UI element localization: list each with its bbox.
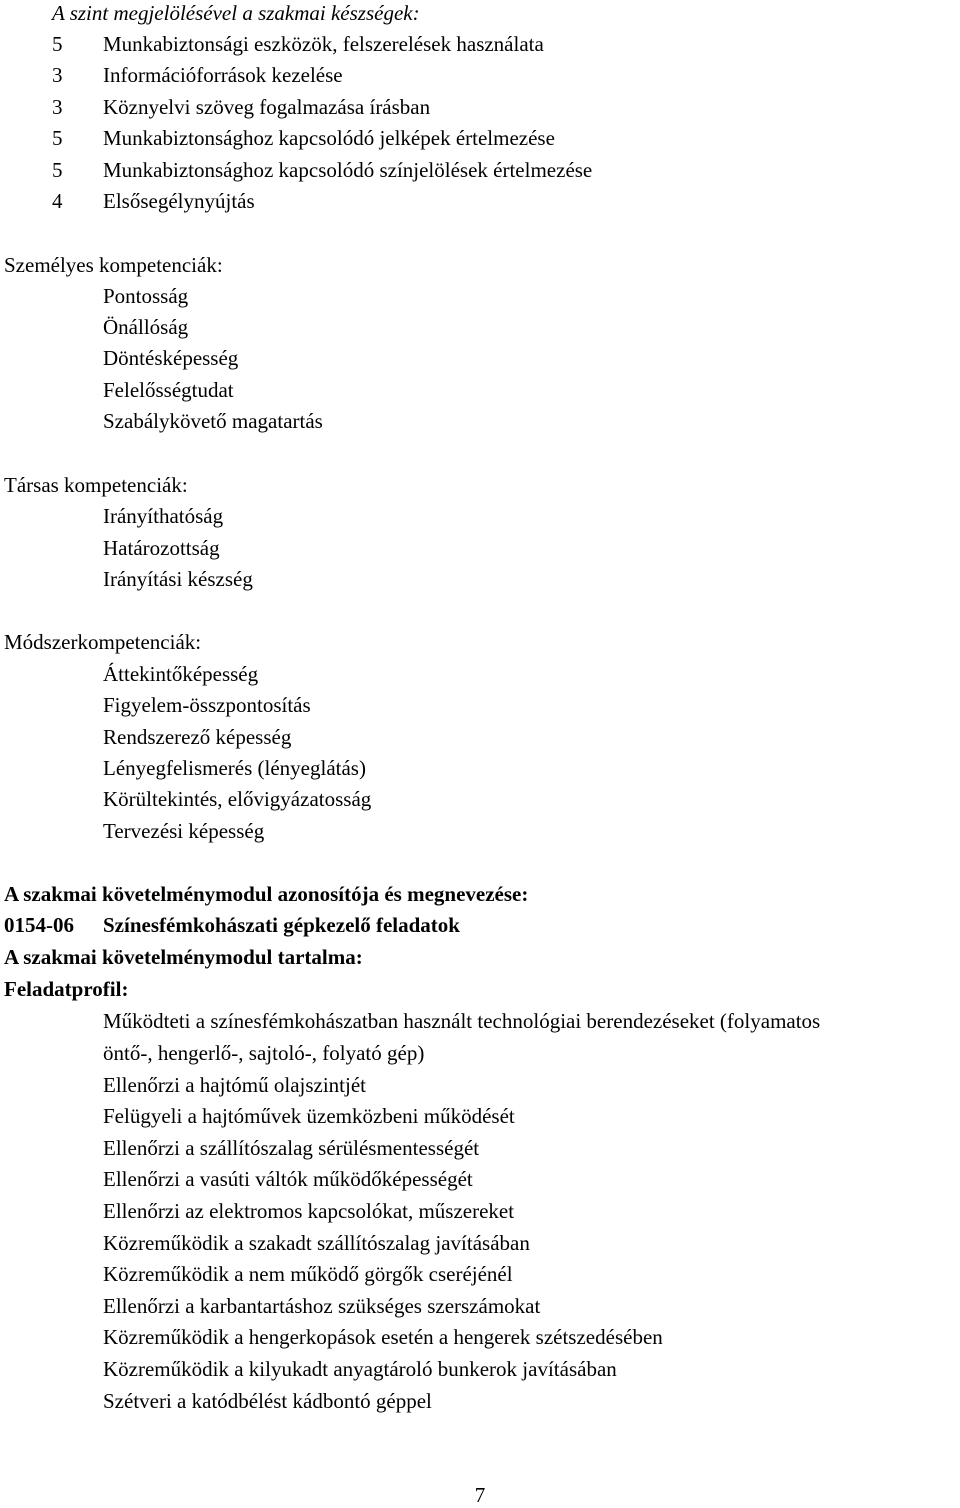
task-item: Felügyeli a hajtóművek üzemközbeni működését: [103, 1104, 515, 1128]
task-item: öntő-, hengerlő-, sajtoló-, folyató gép): [103, 1041, 425, 1065]
method-competencies-heading: Módszerkompetenciák:: [4, 630, 202, 654]
module-code: 0154-06: [4, 913, 74, 937]
competency-item: Határozottság: [103, 536, 220, 560]
task-item: Ellenőrzi az elektromos kapcsolókat, műszereket: [103, 1199, 515, 1223]
skill-text: Információforrások kezelése: [103, 63, 343, 87]
competency-item: Irányíthatóság: [103, 504, 224, 528]
competency-item: Lényegfelismerés (lényeglátás): [103, 756, 366, 780]
task-item: Közreműködik a hengerkopások esetén a hengerek szétszedésében: [103, 1325, 663, 1349]
competency-item: Irányítási készség: [103, 567, 253, 591]
skill-text: Köznyelvi szöveg fogalmazása írásban: [103, 95, 431, 119]
competency-item: Pontosság: [103, 284, 189, 308]
task-item: Ellenőrzi a hajtómű olajszintjét: [103, 1073, 367, 1097]
skill-text: Elsősegélynyújtás: [103, 189, 255, 213]
task-item: Közreműködik a kilyukadt anyagtároló bunkerok javításában: [103, 1357, 617, 1381]
personal-competencies-heading: Személyes kompetenciák:: [4, 253, 223, 277]
competency-item: Felelősségtudat: [103, 378, 234, 402]
skill-text: Munkabiztonsághoz kapcsolódó színjelölések értelmezése: [103, 158, 593, 182]
skill-level: 3: [52, 63, 63, 87]
task-profile-heading: Feladatprofil:: [4, 977, 129, 1001]
competency-item: Önállóság: [103, 315, 189, 339]
competency-item: Rendszerező képesség: [103, 725, 292, 749]
skill-text: Munkabiztonsági eszközök, felszerelések használata: [103, 32, 544, 56]
competency-item: Döntésképesség: [103, 346, 239, 370]
competency-item: Tervezési képesség: [103, 819, 265, 843]
competency-item: Áttekintőképesség: [103, 662, 259, 686]
task-item: Ellenőrzi a karbantartáshoz szükséges szerszámokat: [103, 1294, 541, 1318]
skill-level: 5: [52, 126, 63, 150]
skill-level: 3: [52, 95, 63, 119]
task-item: Közreműködik a szakadt szállítószalag javításában: [103, 1231, 530, 1255]
skill-level: 5: [52, 158, 63, 182]
skill-level: 4: [52, 189, 63, 213]
skills-heading: A szint megjelölésével a szakmai készségek:: [52, 1, 420, 25]
skill-text: Munkabiztonsághoz kapcsolódó jelképek értelmezése: [103, 126, 555, 150]
module-id-heading: A szakmai követelménymodul azonosítója és megnevezése:: [4, 882, 529, 906]
page-number: 7: [474, 1483, 486, 1507]
competency-item: Körültekintés, elővigyázatosság: [103, 787, 372, 811]
task-item: Ellenőrzi a vasúti váltók működőképességét: [103, 1167, 473, 1191]
module-name: Színesfémkohászati gépkezelő feladatok: [103, 913, 460, 937]
module-content-heading: A szakmai követelménymodul tartalma:: [4, 945, 363, 969]
task-item: Szétveri a katódbélést kádbontó géppel: [103, 1389, 432, 1413]
social-competencies-heading: Társas kompetenciák:: [4, 473, 188, 497]
task-item: Működteti a színesfémkohászatban használt technológiai berendezéseket (folyamatos: [103, 1009, 821, 1033]
skill-level: 5: [52, 32, 63, 56]
task-item: Ellenőrzi a szállítószalag sérülésmentességét: [103, 1136, 480, 1160]
competency-item: Figyelem-összpontosítás: [103, 693, 311, 717]
task-item: Közreműködik a nem működő görgők cseréjénél: [103, 1262, 513, 1286]
competency-item: Szabálykövető magatartás: [103, 409, 323, 433]
